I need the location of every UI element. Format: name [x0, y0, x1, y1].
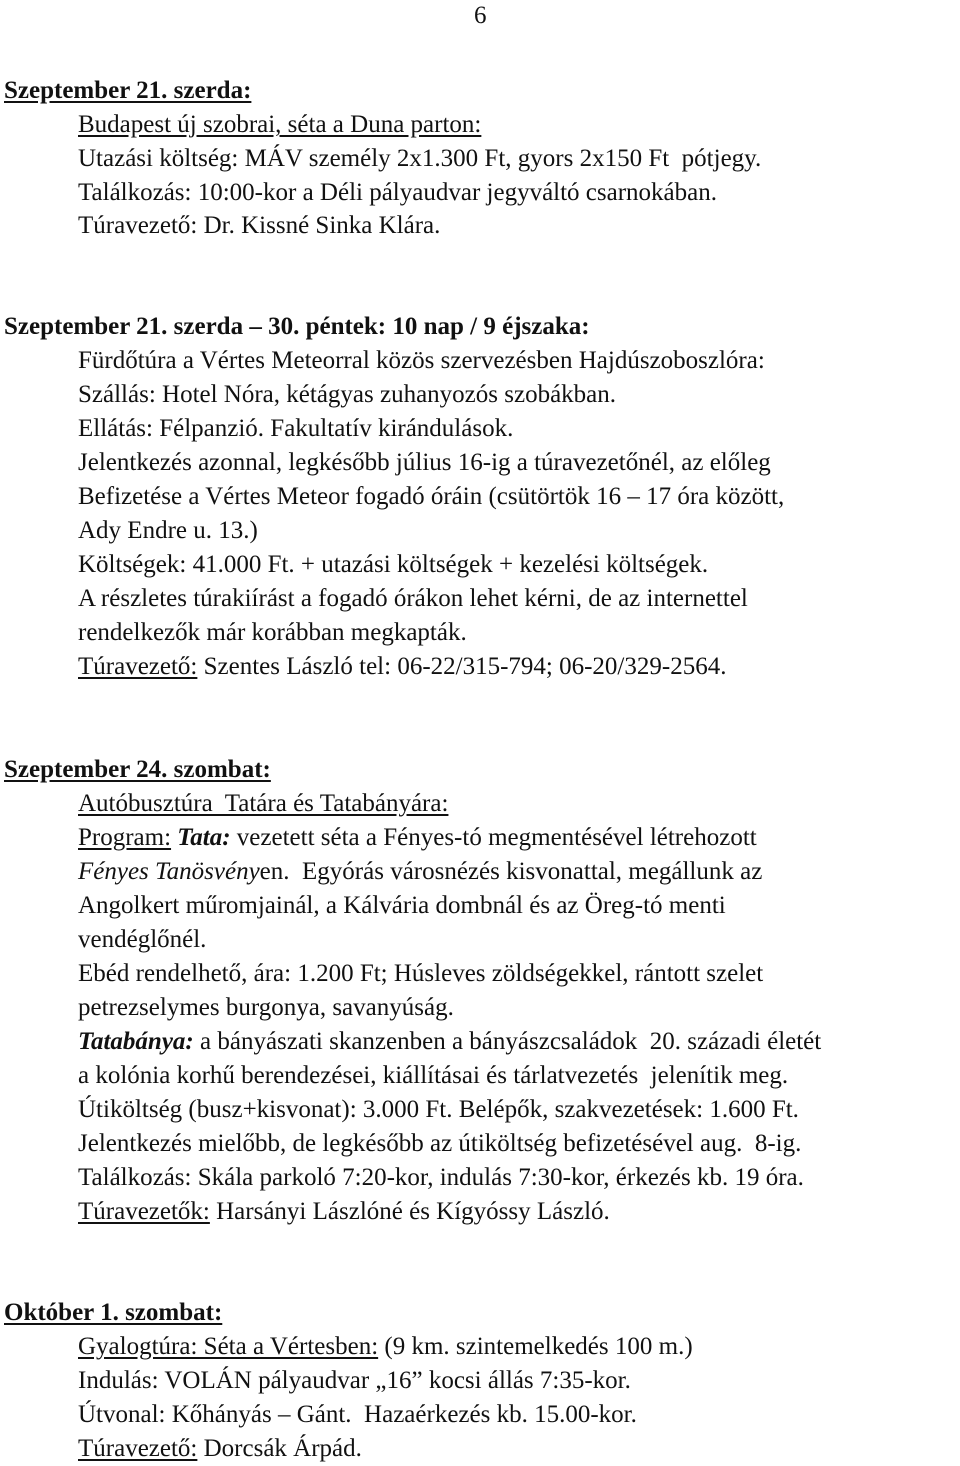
event-line: A részletes túrakiírást a fogadó órákon lehet kérni, de az internettel	[78, 585, 748, 612]
event-title: Gyalogtúra: Séta a Vértesben: (9 km. szintemelkedés 100 m.)	[78, 1333, 693, 1360]
event-line: Program: Tata: vezetett séta a Fényes-tó megmentésével létrehozott	[78, 824, 757, 851]
event-line: petrezselymes burgonya, savanyúság.	[78, 994, 454, 1021]
event-line: Túravezető: Dr. Kissné Sinka Klára.	[78, 212, 441, 239]
event-line: Szállás: Hotel Nóra, kétágyas zuhanyozós szobákban.	[78, 381, 617, 408]
event-line: rendelkezők már korábban megkapták.	[78, 619, 467, 646]
event-line: Találkozás: 10:00-kor a Déli pályaudvar jegyváltó csarnokában.	[78, 179, 717, 206]
section-heading: Szeptember 21. szerda:	[4, 77, 252, 104]
event-line: Ebéd rendelhető, ára: 1.200 Ft; Húsleves zöldségekkel, rántott szelet	[78, 960, 764, 987]
event-line: Angolkert műromjainál, a Kálvária dombnál és az Öreg-tó menti	[78, 892, 726, 919]
event-line: a kolónia korhű berendezései, kiállításai és tárlatvezetés jelenítik meg.	[78, 1062, 789, 1089]
guide-line: Túravezetők: Harsányi Lászlóné és Kígyóssy László.	[78, 1198, 610, 1225]
section-heading: Szeptember 24. szombat:	[4, 756, 271, 783]
event-line: Útiköltség (busz+kisvonat): 3.000 Ft. Belépők, szakvezetések: 1.600 Ft.	[78, 1096, 799, 1123]
event-line: Jelentkezés azonnal, legkésőbb július 16-ig a túravezetőnél, az előleg	[78, 449, 771, 476]
event-line: Indulás: VOLÁN pályaudvar „16” kocsi állás 7:35-kor.	[78, 1367, 631, 1394]
event-line: Utazási költség: MÁV személy 2x1.300 Ft, gyors 2x150 Ft pótjegy.	[78, 145, 762, 172]
event-line: Ady Endre u. 13.)	[78, 517, 258, 544]
page-number: 6	[474, 2, 487, 29]
event-line: Költségek: 41.000 Ft. + utazási költségek + kezelési költségek.	[78, 551, 709, 578]
event-title: Autóbusztúra Tatára és Tatabányára:	[78, 790, 449, 817]
section-heading: Október 1. szombat:	[4, 1299, 223, 1326]
guide-line: Túravezető: Dorcsák Árpád.	[78, 1435, 362, 1462]
event-line: Fényes Tanösvényen. Egyórás városnézés kisvonattal, megállunk az	[78, 858, 763, 885]
event-line: vendéglőnél.	[78, 926, 207, 953]
guide-label: Túravezető:	[78, 653, 198, 680]
section-heading: Szeptember 21. szerda – 30. péntek: 10 nap / 9 éjszaka:	[4, 313, 590, 340]
event-title: Budapest új szobrai, séta a Duna parton:	[78, 111, 482, 138]
event-line: Ellátás: Félpanzió. Fakultatív kirándulások.	[78, 415, 514, 442]
event-line: Jelentkezés mielőbb, de legkésőbb az útiköltség befizetésével aug. 8-ig.	[78, 1130, 802, 1157]
event-line: Tatabánya: a bányászati skanzenben a bányászcsaládok 20. századi életét	[78, 1028, 822, 1055]
guide-line: Túravezető: Szentes László tel: 06-22/315-794; 06-20/329-2564.	[78, 653, 727, 680]
event-line: Befizetése a Vértes Meteor fogadó óráin (csütörtök 16 – 17 óra között,	[78, 483, 785, 510]
event-line: Találkozás: Skála parkoló 7:20-kor, indulás 7:30-kor, érkezés kb. 19 óra.	[78, 1164, 804, 1191]
guide-label: Túravezető:	[78, 1435, 198, 1462]
event-line: Útvonal: Kőhányás – Gánt. Hazaérkezés kb. 15.00-kor.	[78, 1401, 637, 1428]
guide-label: Túravezetők:	[78, 1198, 210, 1225]
event-title: Fürdőtúra a Vértes Meteorral közös szervezésben Hajdúszoboszlóra:	[78, 347, 765, 374]
